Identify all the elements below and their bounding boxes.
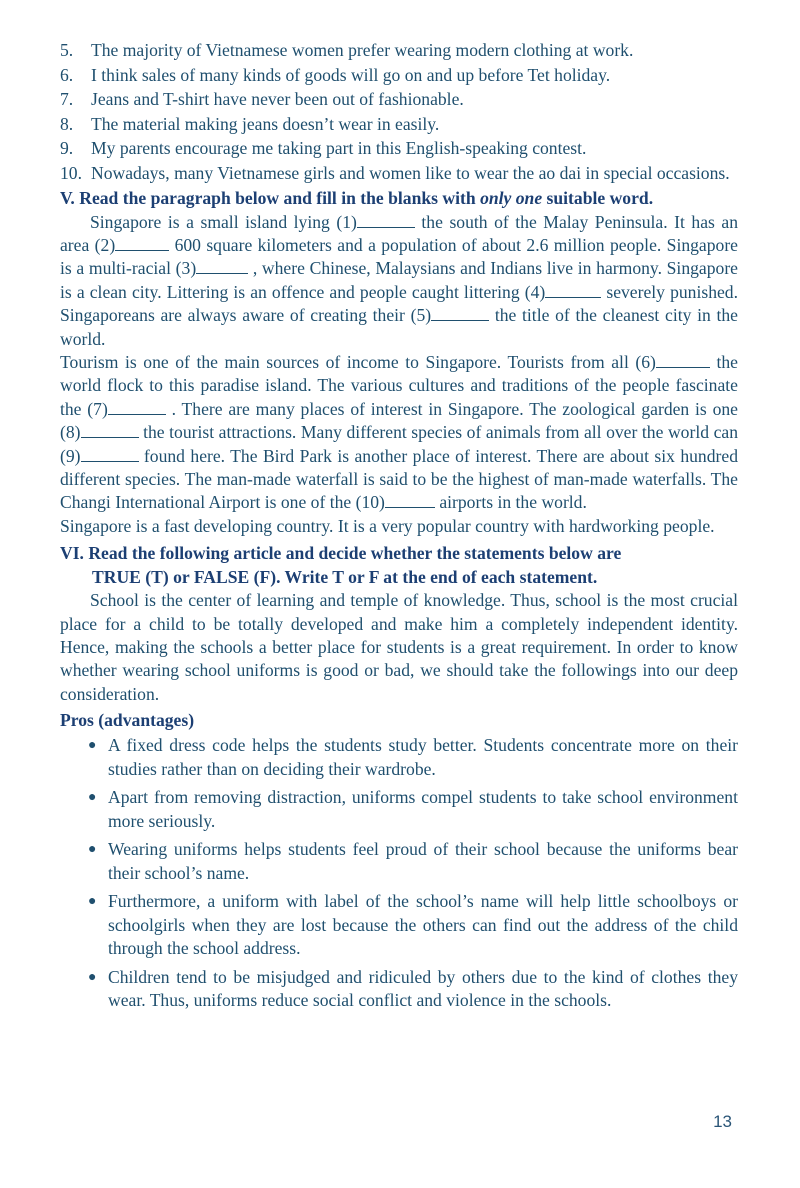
blank-6[interactable] (656, 353, 710, 368)
list-item: ● A fixed dress code helps the students study better. Students concentrate more on their studies rather than on deciding their wardrobe. (88, 734, 738, 781)
singapore-paragraph-1: Singapore is a small island lying (1) the south of the Malay Peninsula. It has an area (2) 600 square kilometers and a population of about 2.6 million people. Singapore is a multi-racial (3) , where Chinese, Malaysians and Indians live in harmony. Singapore is a clean city. Littering is an offence and people caught littering (4) severely punished. Singaporeans are always aware of creating their (5) the title of the cleanest city in the world. (60, 211, 738, 349)
pros-heading: Pros (advantages) (60, 710, 195, 731)
bullet-icon: ● (88, 842, 97, 858)
blank-4[interactable] (545, 283, 601, 298)
list-item: ● Wearing uniforms helps students feel proud of their school because the uniforms bear their school’s name. (88, 838, 738, 885)
list-item: 6. I think sales of many kinds of goods will go on and up before Tet holiday. (60, 64, 611, 85)
bullet-icon: ● (88, 790, 97, 806)
singapore-paragraph-3: Singapore is a fast developing country. It is a very popular country with hardworking people. (60, 515, 715, 536)
singapore-paragraph-2: Tourism is one of the main sources of income to Singapore. Tourists from all (6) the world flock to this paradise island. The various cultures and traditions of the people fascinate the (7) . There are many places of interest in Singapore. The zoological garden is one (8) the tourist attractions. Many different species of animals from all over the world can (9) found here. The Bird Park is another place of interest. There are about six hundred different species. The man-made waterfall is said to be the highest of man-made waterfalls. The Changi International Airport is one of the (10) airports in the world. (60, 351, 738, 513)
list-item: ● Furthermore, a uniform with label of the school’s name will help little schoolboys or schoolgirls when they are lost because the others can find out the address of the child through the school address. (88, 890, 738, 961)
list-item: ● Apart from removing distraction, uniforms compel students to take school environment more seriously. (88, 786, 738, 833)
pros-list (60, 734, 738, 1013)
page-number: 13 (713, 1112, 732, 1131)
blank-8[interactable] (81, 423, 139, 438)
blank-7[interactable] (108, 400, 166, 415)
blank-9[interactable] (81, 447, 139, 462)
blank-1[interactable] (357, 213, 415, 228)
heading-emphasis: only one (480, 188, 543, 208)
blank-2[interactable] (115, 236, 169, 251)
blank-10[interactable] (385, 493, 435, 508)
uniform-intro-paragraph: School is the center of learning and temple of knowledge. Thus, school is the most crucial place for a child to be totally developed and make him a completely independent identity. Hence, making the schools a better place for students is a great requirement. In order to know whether wearing school uniforms is good or bad, we should take the followings into our deep consideration. (60, 590, 738, 704)
section-vi-heading: VI. Read the following article and decide whether the statements below are TRUE (T) or FALSE (F). Write T or F at the end of each statement. (60, 543, 622, 588)
list-item: 5. The majority of Vietnamese women prefer wearing modern clothing at work. (60, 40, 634, 60)
list-item: 9. My parents encourage me taking part in this English-speaking contest. (60, 138, 587, 158)
blank-5[interactable] (431, 306, 489, 321)
bullet-icon: ● (88, 738, 97, 754)
list-item: 10. Nowadays, many Vietnamese girls and women like to wear the ao dai in special occasions. (60, 162, 730, 183)
section-v-heading: V. Read the paragraph below and fill in the blanks with only one suitable word. (60, 188, 654, 208)
list-item: ● Children tend to be misjudged and ridiculed by others due to the kind of clothes they wear. Thus, uniforms reduce social conflict and violence in the schools. (88, 966, 738, 1013)
bullet-icon: ● (88, 969, 97, 985)
bullet-icon: ● (88, 894, 97, 910)
section-iv-list (60, 38, 738, 185)
blank-3[interactable] (196, 259, 248, 274)
list-item: 8. The material making jeans doesn’t wear in easily. (60, 113, 440, 134)
list-item: 7. Jeans and T-shirt have never been out of fashionable. (60, 89, 464, 109)
